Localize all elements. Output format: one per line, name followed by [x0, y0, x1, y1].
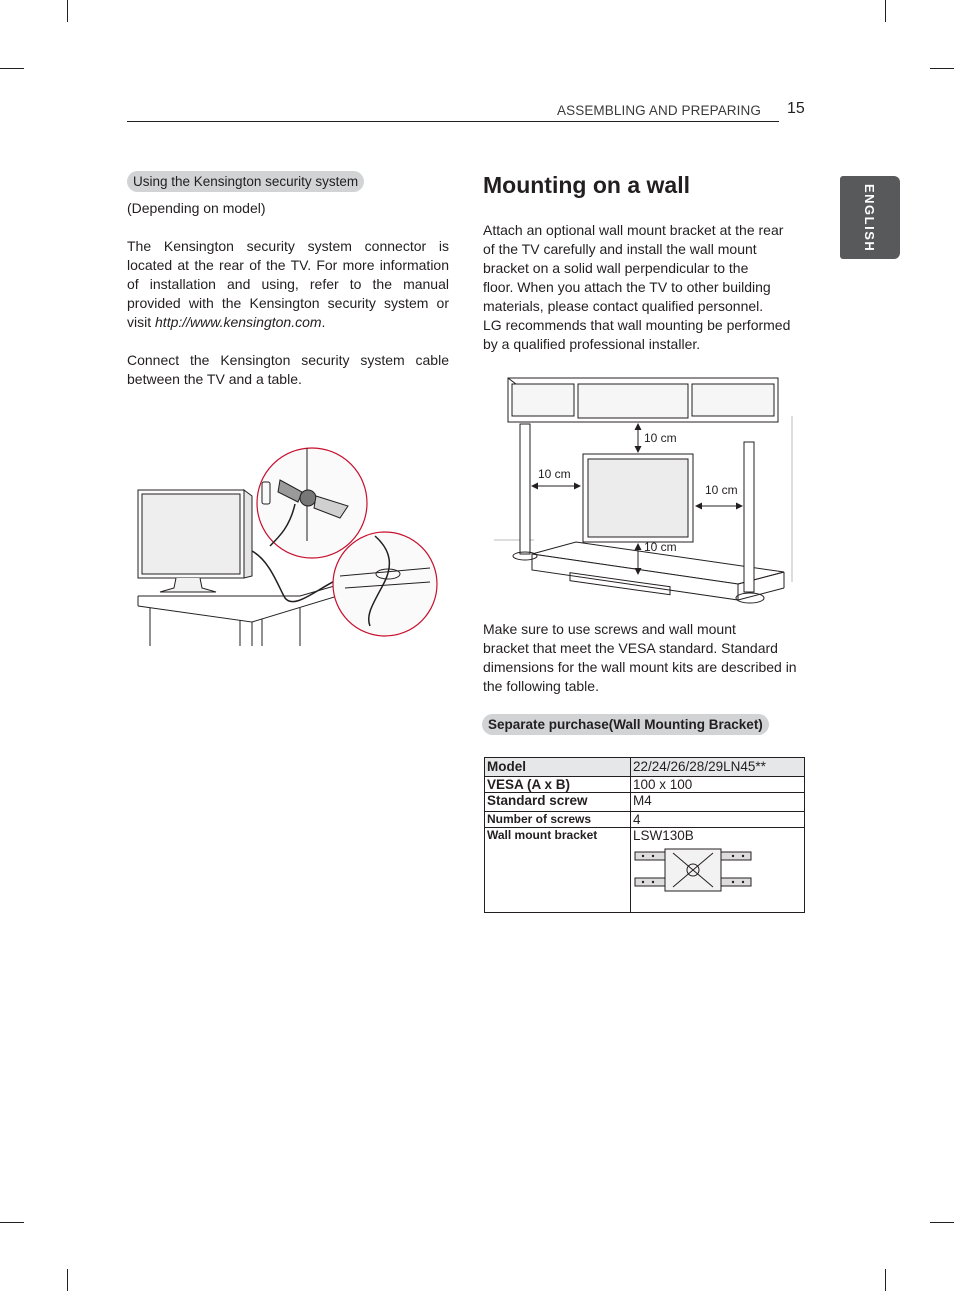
table-row: [485, 793, 805, 812]
crop-mark: [930, 1222, 954, 1223]
clearance-right-label: 10 cm: [705, 483, 738, 497]
right-speaker: [744, 442, 754, 592]
spec-table: [484, 757, 805, 913]
table-value-cell: [631, 828, 805, 913]
clearance-bottom-label: 10 cm: [644, 540, 677, 554]
left-speaker: [520, 424, 530, 554]
kensington-paragraph-2: [127, 351, 449, 389]
crop-mark: [885, 1269, 886, 1291]
table-row: [485, 777, 805, 793]
crop-mark: [67, 1269, 68, 1291]
table-label: VESA (A x B): [485, 777, 631, 793]
vesa-note-line: dimensions for the wall mount kits are described in: [483, 659, 797, 675]
kensington-paragraph-1: [127, 237, 449, 332]
table-row: [485, 828, 805, 913]
table-value: 22/24/26/28/29LN45**: [631, 758, 805, 777]
kensington-illustration: [130, 436, 442, 646]
clearance-top-label: 10 cm: [644, 431, 677, 445]
kensington-period: .: [321, 314, 326, 330]
table-label: Model: [485, 758, 631, 777]
kensington-url[interactable]: http://www.kensington.com: [155, 314, 322, 330]
table-value: 4: [631, 812, 805, 828]
language-tab: [840, 176, 900, 259]
table-label: Standard screw: [485, 793, 631, 812]
intro-line: materials, please contact qualified personnel.: [483, 298, 764, 314]
table-row: [485, 812, 805, 828]
page-number: 15: [787, 100, 805, 117]
table-label: Wall mount bracket: [485, 828, 631, 913]
crop-mark: [0, 1222, 24, 1223]
crop-mark: [930, 68, 954, 69]
table-value: LSW130B: [633, 828, 694, 843]
separate-purchase-pill: Separate purchase(Wall Mounting Bracket): [482, 714, 769, 735]
security-cable: [252, 551, 345, 602]
intro-line: of the TV carefully and install the wall mount: [483, 241, 757, 257]
language-tab-label: ENGLISH: [862, 184, 877, 253]
table-row: [485, 758, 805, 777]
intro-line: bracket on a solid wall perpendicular to the: [483, 260, 749, 276]
table-value: M4: [631, 793, 805, 812]
section-heading: Mounting on a wall: [483, 172, 690, 198]
table-label: Number of screws: [485, 812, 631, 828]
crop-mark: [67, 0, 68, 22]
wall-intro: [483, 221, 813, 354]
header-rule: [127, 121, 779, 122]
section-title: ASSEMBLING AND PREPARING: [557, 103, 761, 118]
crop-mark: [0, 68, 24, 69]
intro-line: Attach an optional wall mount bracket at the rear: [483, 222, 784, 238]
table-value: 100 x 100: [631, 777, 805, 793]
clearance-left-label: 10 cm: [538, 467, 571, 481]
wall-clearance-illustration: [494, 376, 796, 606]
vesa-note-line: the following table.: [483, 678, 599, 694]
wall-bracket-image: [633, 847, 753, 897]
vesa-note-line: bracket that meet the VESA standard. Standard: [483, 640, 778, 656]
vesa-note: [483, 620, 813, 696]
kensington-heading-pill: Using the Kensington security system: [127, 171, 364, 192]
kensington-description: The Kensington security system connector is located at the rear of the TV. For more information of installation and using, refer to the manual provided with the Kensington security system or visit: [127, 238, 449, 330]
intro-line: floor. When you attach the TV to other building: [483, 279, 771, 295]
kensington-note: (Depending on model): [127, 200, 266, 216]
crop-mark: [885, 0, 886, 22]
intro-line: LG recommends that wall mounting be performed: [483, 317, 791, 333]
intro-line: by a qualified professional installer.: [483, 336, 701, 352]
vesa-note-line: Make sure to use screws and wall mount: [483, 621, 736, 637]
kensington-connect-text: Connect the Kensington security system cable between the TV and a table.: [127, 352, 449, 387]
